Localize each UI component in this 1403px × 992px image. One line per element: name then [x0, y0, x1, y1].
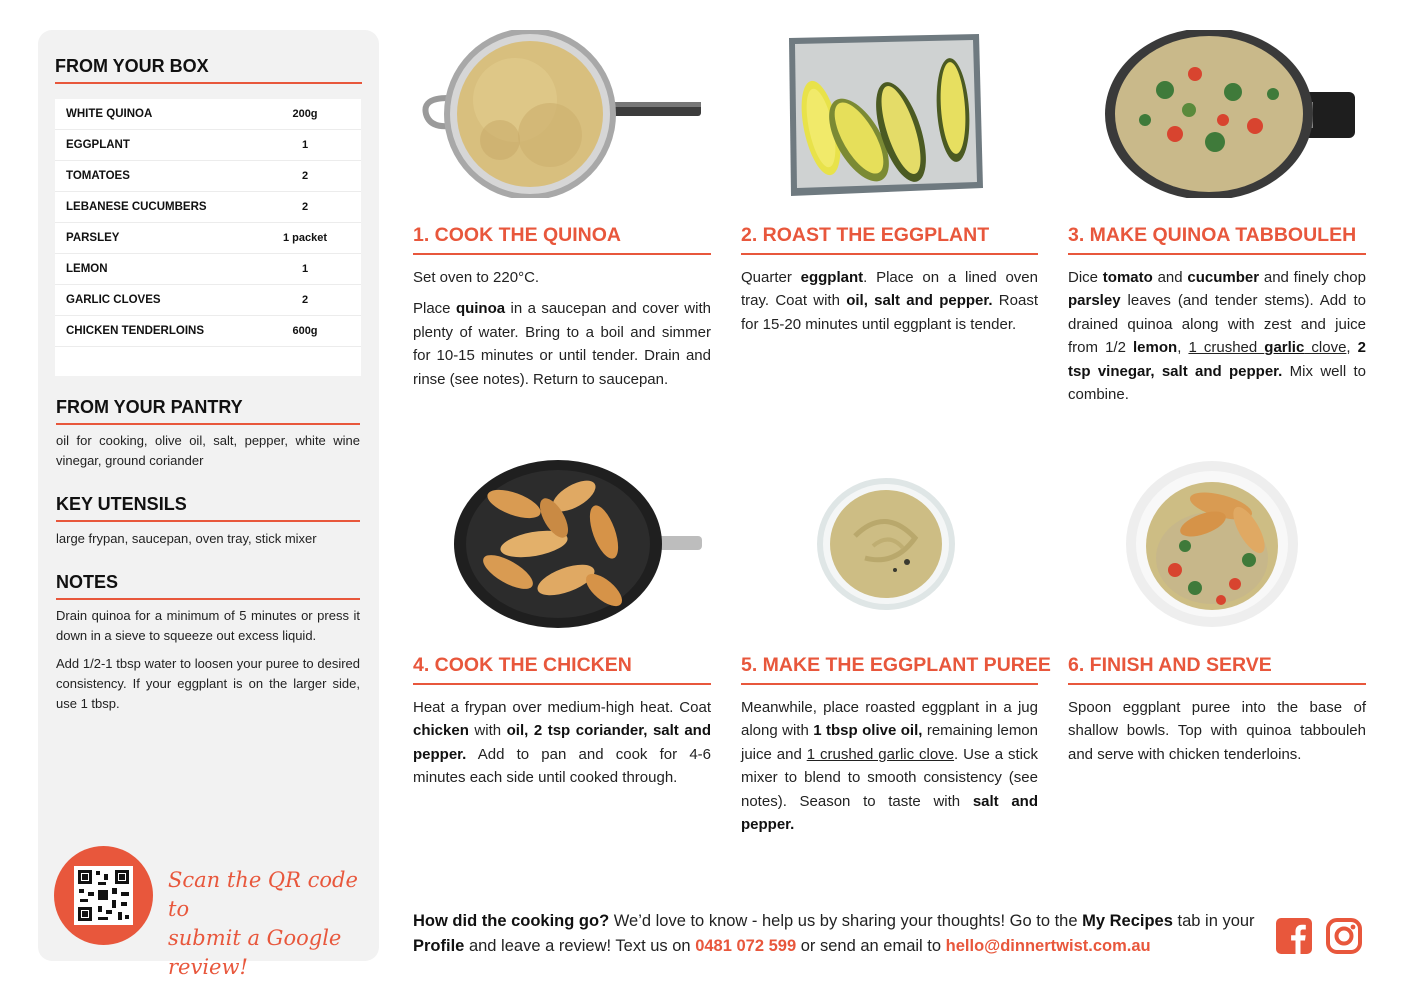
ingredient-name: WHITE QUINOA: [66, 108, 153, 120]
instagram-icon[interactable]: [1326, 918, 1362, 954]
chicken-frypan-photo: [454, 460, 704, 628]
eggplant-tray-photo: [783, 30, 987, 198]
from-box-divider: [55, 82, 362, 84]
pantry-divider: [56, 423, 360, 425]
step-1-para-1: Set oven to 220°C.: [413, 269, 540, 286]
utensils-divider: [56, 520, 360, 522]
step-5-divider: [741, 683, 1038, 685]
utensils-title: KEY UTENSILS: [56, 494, 187, 514]
phone-link[interactable]: 0481 072 599: [695, 937, 797, 955]
ingredient-name: CHICKEN TENDERLOINS: [66, 325, 205, 337]
ingredient-row: [55, 223, 361, 254]
from-box-title: FROM YOUR BOX: [55, 56, 209, 76]
quinoa-saucepan-photo: [420, 30, 704, 198]
ingredient-row: [55, 192, 361, 223]
ingredient-qty: 200g: [292, 108, 318, 120]
step-1-divider: [413, 253, 711, 255]
pantry-text: oil for cooking, olive oil, salt, pepper, white wine vinegar, ground coriander: [56, 433, 360, 468]
ingredient-qty: 600g: [292, 325, 318, 337]
ingredient-row: [55, 285, 361, 316]
facebook-icon[interactable]: [1276, 918, 1312, 954]
ingredient-name: TOMATOES: [66, 170, 130, 182]
ingredient-name: GARLIC CLOVES: [66, 294, 161, 306]
step-4-title: 4. COOK THE CHICKEN: [413, 654, 632, 676]
pantry-title: FROM YOUR PANTRY: [56, 397, 243, 417]
step-6-divider: [1068, 683, 1366, 685]
ingredient-row: [55, 99, 361, 130]
step-3-body: Dice tomato and cucumber and finely chop parsley leaves (and tender stems). Add to drained quinoa along with zest and juice from 1/2 lemon, 1 crushed garlic clove, 2 tsp vinegar, salt and pepper. Mix well to combine.: [1068, 269, 1367, 404]
ingredient-table: [55, 99, 361, 376]
step-4-divider: [413, 683, 711, 685]
ingredient-qty: 1: [301, 263, 309, 275]
step-2-body: Quarter eggplant. Place on a lined oven tray. Coat with oil, salt and pepper. Roast for 15-20 minutes until eggplant is tender.: [741, 269, 1038, 333]
ingredient-qty: 1: [301, 139, 309, 151]
step-6-body: Spoon eggplant puree into the base of shallow bowls. Top with quinoa tabbouleh and serve with chicken tenderloins.: [1068, 699, 1366, 763]
note-2: Add 1/2-1 tbsp water to loosen your puree to desired consistency. If your eggplant is on the larger side, use 1 tbsp.: [56, 656, 360, 711]
ingredient-qty: 2: [301, 201, 309, 213]
ingredient-qty: 2: [301, 294, 309, 306]
step-1-body: [413, 266, 711, 399]
qr-caption: [168, 866, 368, 982]
ingredient-row: [55, 254, 361, 285]
step-4-body: Heat a frypan over medium-high heat. Coat chicken with oil, 2 tsp coriander, salt and pepper. Add to pan and cook for 4-6 minutes each side until cooked through.: [413, 699, 712, 787]
ingredient-qty: 2: [301, 170, 309, 182]
qr-caption-line-1: Scan the QR code to: [168, 868, 358, 921]
notes-title: NOTES: [56, 572, 119, 592]
ingredient-row: [55, 161, 361, 192]
ingredient-row: [55, 316, 361, 347]
step-2-divider: [741, 253, 1038, 255]
step-1-para-2: Place quinoa in a saucepan and cover with plenty of water. Bring to a boil and simmer for 10-15 minutes or until tender. Drain and rinse (see notes). Return to saucepan.: [413, 300, 711, 388]
qr-code-icon[interactable]: [74, 866, 133, 925]
qr-caption-line-2: submit a Google review!: [168, 926, 342, 979]
tabbouleh-pan-photo: [1105, 30, 1357, 198]
step-2-title: 2. ROAST THE EGGPLANT: [741, 224, 990, 246]
eggplant-puree-photo: [815, 476, 957, 612]
ingredient-name: EGGPLANT: [66, 139, 130, 151]
review-footer: How did the cooking go? We’d love to know - help us by sharing your thoughts! Go to the My Recipes tab in your Profile and leave a review! Text us on 0481 072 599 or send an email to hello@dinnertwist.com.au: [413, 912, 1255, 955]
ingredient-qty: 1 packet: [282, 232, 328, 244]
notes-divider: [56, 598, 360, 600]
step-5-title: 5. MAKE THE EGGPLANT PUREE: [741, 654, 1051, 676]
finished-dish-photo: [1125, 460, 1299, 628]
email-link[interactable]: hello@dinnertwist.com.au: [945, 937, 1151, 955]
qr-badge[interactable]: [54, 846, 153, 945]
ingredient-name: LEBANESE CUCUMBERS: [66, 201, 207, 213]
ingredient-name: LEMON: [66, 263, 108, 275]
utensils-text: large frypan, saucepan, oven tray, stick mixer: [56, 531, 317, 546]
note-1: Drain quinoa for a minimum of 5 minutes or press it down in a sieve to squeeze out excess liquid.: [56, 608, 360, 643]
step-3-title: 3. MAKE QUINOA TABBOULEH: [1068, 224, 1357, 246]
step-5-body: Meanwhile, place roasted eggplant in a jug along with 1 tbsp olive oil, remaining lemon juice and 1 crushed garlic clove. Use a stick mixer to blend to smooth consistency (see notes). Season to taste with salt and pepper.: [741, 699, 1038, 834]
step-6-title: 6. FINISH AND SERVE: [1068, 654, 1272, 676]
step-1-title: 1. COOK THE QUINOA: [413, 224, 622, 246]
step-3-divider: [1068, 253, 1366, 255]
ingredient-row: [55, 130, 361, 161]
ingredient-name: PARSLEY: [66, 232, 120, 244]
